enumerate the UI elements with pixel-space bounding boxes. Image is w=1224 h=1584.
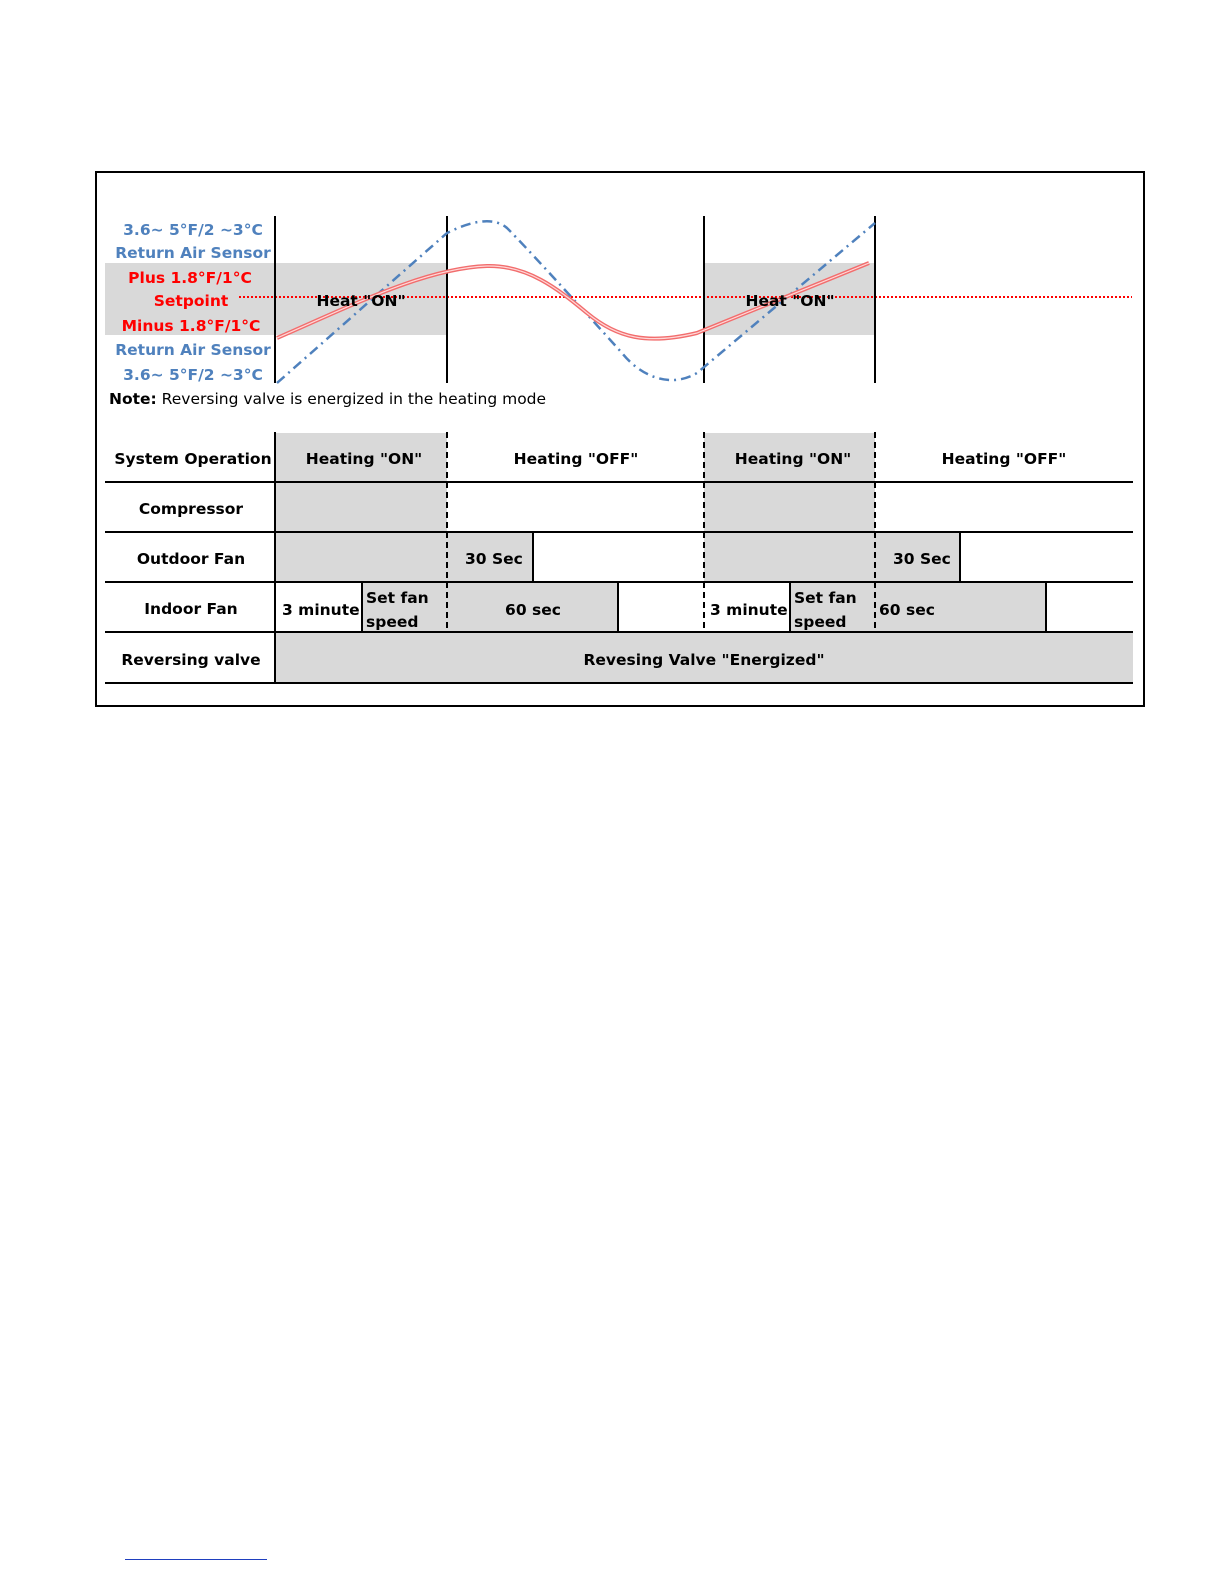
note-prefix: Note: [109,390,157,408]
row-header-outdoor-fan: Outdoor Fan [136,550,246,568]
setpoint-label: Setpoint [153,292,229,310]
indoor-fan-set-speed-line1-2: Set fan [794,589,857,607]
sysop-heating-on-2: Heating "ON" [734,450,852,468]
compressor-on-fill-2 [704,483,875,532]
indoor-fan-60-sec-1: 60 sec [505,601,561,619]
footnote-separator [125,1559,267,1560]
row-header-compressor: Compressor [138,500,244,518]
indoor-fan-3-minute-1: 3 minute [282,601,360,619]
sysop-heating-off-2: Heating "OFF" [941,450,1067,468]
lower-return-air-sensor-label: Return Air Sensor [115,341,271,359]
sysop-heating-on-1: Heating "ON" [305,450,423,468]
upper-return-air-sensor-label: Return Air Sensor [115,244,271,262]
upper-range-label: 3.6~ 5°F/2 ~3°C [123,221,263,239]
indoor-fan-60-sec-2: 60 sec [879,601,935,619]
indoor-fan-set-speed-line2-1: speed [366,613,419,631]
outdoor-fan-delay-1: 30 Sec [465,550,523,568]
row-header-system-operation: System Operation [114,450,272,468]
heating-sequence-diagram [97,173,1143,705]
plus-threshold-label: Plus 1.8°F/1°C [128,269,252,287]
row-header-indoor-fan: Indoor Fan [144,600,238,618]
note-text: Reversing valve is energized in the heating mode [156,390,547,408]
compressor-on-fill-1 [276,483,447,532]
outdoor-fan-delay-2: 30 Sec [893,550,951,568]
note-line [109,390,546,408]
heat-on-label-1: Heat "ON" [316,292,406,310]
diagram-frame [95,171,1145,707]
row-header-reversing-valve: Reversing valve [121,651,261,669]
minus-threshold-label: Minus 1.8°F/1°C [121,317,261,335]
lower-range-label: 3.6~ 5°F/2 ~3°C [123,366,263,384]
reversing-valve-state: Revesing Valve "Energized" [583,651,825,669]
indoor-fan-3-minute-2: 3 minute [710,601,788,619]
indoor-fan-set-speed-line1-1: Set fan [366,589,429,607]
indoor-fan-set-speed-line2-2: speed [794,613,847,631]
sysop-heating-off-1: Heating "OFF" [513,450,639,468]
heat-on-label-2: Heat "ON" [745,292,835,310]
